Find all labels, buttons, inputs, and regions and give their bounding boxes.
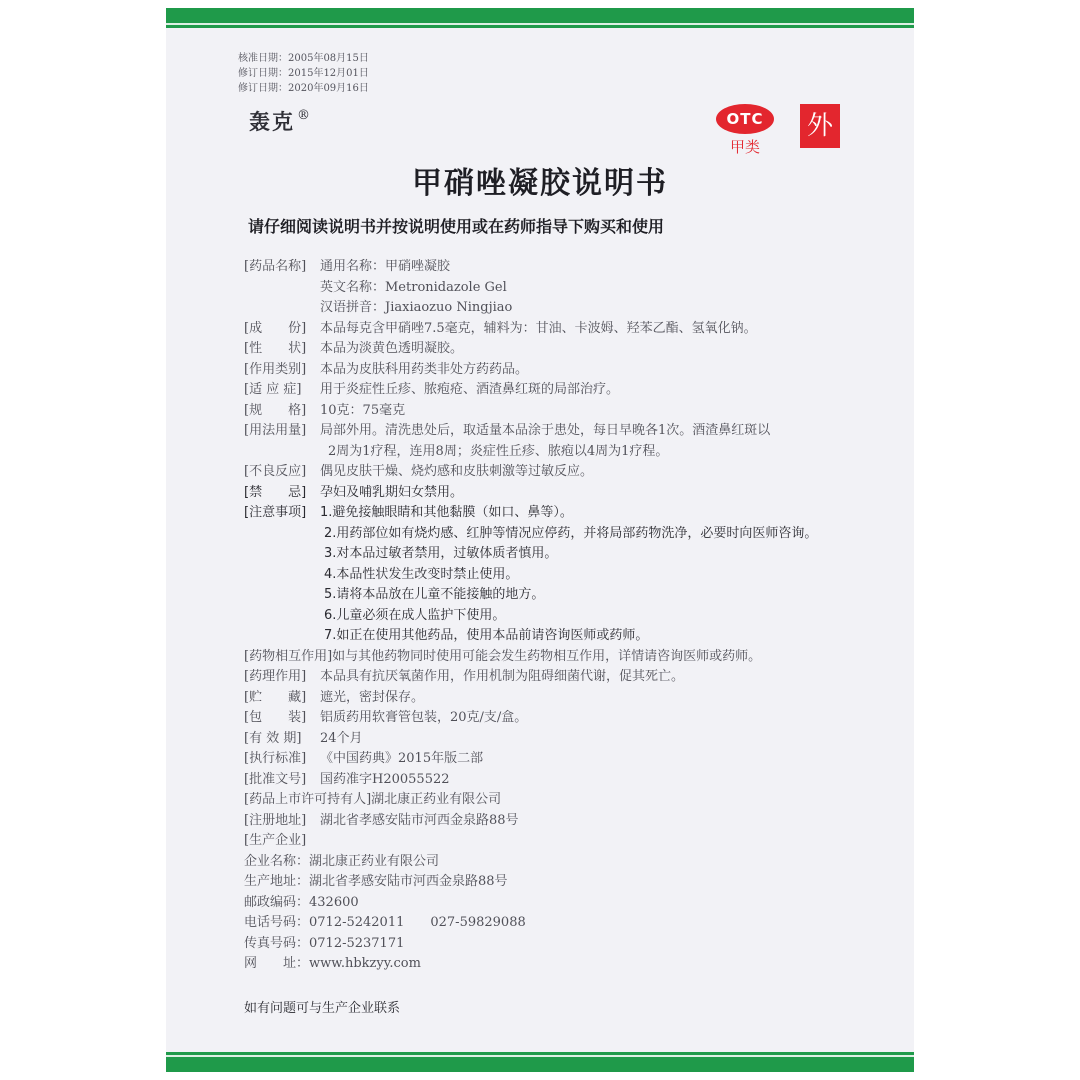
otc-oval-icon: OTC — [716, 104, 774, 134]
section-appearance — [244, 339, 884, 360]
section-label: [贮 藏] — [244, 689, 307, 705]
section-value: 如与其他药物同时使用可能会发生药物相互作用，详情请咨询医师或药师。 — [332, 648, 762, 664]
section-contraindications — [244, 483, 884, 504]
section-package — [244, 708, 884, 729]
section-label: [注意事项] — [244, 505, 307, 520]
section-value: 湖北康正药业有限公司 — [371, 792, 502, 807]
top-green-band — [166, 8, 914, 28]
section-label: [有 效 期] — [244, 730, 302, 746]
section-value: 局部外用。清洗患处后，取适量本品涂于患处，每日早晚各1次。酒渣鼻红斑以 — [320, 423, 771, 438]
section-manufacturer: [生产企业] — [244, 833, 307, 848]
section-usage — [244, 421, 884, 442]
precaution-item: 1.避免接触眼睛和其他黏膜（如口、鼻等）。 — [320, 505, 573, 520]
section-pharmacology — [244, 667, 884, 688]
phone-number: 电话号码：0712-5242011 027-59829088 — [244, 915, 526, 930]
section-value: 用于炎症性丘疹、脓疱疮、酒渣鼻红斑的局部治疗。 — [320, 382, 620, 397]
section-value: 本品为皮肤科用药类非处方药药品。 — [320, 361, 529, 377]
section-precautions — [244, 503, 884, 524]
pinyin-name: 汉语拼音：Jiaxiaozuo Ningjiao — [320, 300, 513, 315]
precaution-item: 4.本品性状发生改变时禁止使用。 — [324, 566, 519, 582]
precaution-item: 7.如正在使用其他药品，使用本品前请咨询医师或药师。 — [324, 628, 649, 643]
revision-dates — [238, 51, 369, 96]
section-label: [药物相互作用] — [244, 648, 333, 664]
section-license-holder — [244, 790, 884, 811]
section-value: 湖北省孝感安陆市河西金泉路88号 — [320, 812, 519, 828]
section-drug-interactions — [244, 647, 884, 668]
section-specification — [244, 401, 884, 422]
section-value: 《中国药典》2015年版二部 — [320, 751, 484, 766]
external-use-badge: 外 — [800, 104, 840, 148]
section-label: [用法用量] — [244, 423, 307, 438]
section-label: [药品名称] — [244, 259, 307, 274]
section-value: 孕妇及哺乳期妇女禁用。 — [320, 484, 464, 500]
section-label: [作用类别] — [244, 361, 307, 377]
otc-badge — [714, 104, 776, 157]
document-subtitle: 请仔细阅读说明书并按说明使用或在药师指导下购买和使用 — [248, 217, 665, 236]
precaution-item: 3.对本品过敏者禁用，过敏体质者慎用。 — [324, 546, 558, 561]
production-address: 生产地址：湖北省孝感安陆市河西金泉路88号 — [244, 874, 508, 889]
section-label: [成 份] — [244, 320, 307, 336]
section-ingredients — [244, 319, 884, 340]
revision-date-2: 修订日期：2020年09月16日 — [238, 83, 369, 94]
section-label: [规 格] — [244, 402, 307, 418]
section-validity — [244, 729, 884, 750]
brand-logo — [249, 106, 312, 136]
contact-note: 如有问题可与生产企业联系 — [244, 1001, 401, 1016]
section-label: [批准文号] — [244, 771, 307, 787]
bottom-green-band — [166, 1052, 914, 1072]
section-category — [244, 360, 884, 381]
registered-mark: ® — [297, 108, 312, 123]
section-value: 偶见皮肤干燥、烧灼感和皮肤刺激等过敏反应。 — [320, 464, 594, 479]
document-title: 甲硝唑凝胶说明书 — [412, 166, 668, 201]
section-value: 10克：75毫克 — [320, 402, 406, 418]
section-registered-address — [244, 811, 884, 832]
postal-code: 邮政编码：432600 — [244, 894, 359, 910]
company-name: 企业名称：湖北康正药业有限公司 — [244, 853, 440, 869]
section-value: 本品每克含甲硝唑7.5毫克，辅料为：甘油、卡波姆、羟苯乙酯、氢氧化钠。 — [320, 320, 757, 336]
section-label: [性 状] — [244, 341, 307, 356]
precaution-item: 5.请将本品放在儿童不能接触的地方。 — [324, 587, 545, 602]
precaution-item: 6.儿童必须在成人监护下使用。 — [324, 607, 506, 623]
section-value: 通用名称：甲硝唑凝胶 — [320, 259, 451, 274]
section-drug-name — [244, 257, 884, 278]
website: 网 址：www.hbkzyy.com — [244, 956, 421, 971]
approval-date: 核准日期：2005年08月15日 — [238, 53, 369, 64]
section-approval-number — [244, 770, 884, 791]
otc-class-label: 甲类 — [729, 138, 760, 156]
revision-date-1: 修订日期：2015年12月01日 — [238, 68, 369, 79]
section-value: 国药准字H20055522 — [320, 771, 450, 787]
section-label: [禁 忌] — [244, 484, 307, 500]
section-value: 铝质药用软膏管包装，20克/支/盒。 — [320, 710, 528, 725]
section-standard — [244, 749, 884, 770]
section-label: [药理作用] — [244, 669, 307, 684]
english-name: 英文名称：Metronidazole Gel — [320, 279, 507, 295]
precaution-item: 2.用药部位如有烧灼感、红肿等情况应停药，并将局部药物洗净，必要时向医师咨询。 — [324, 525, 818, 541]
section-label: [注册地址] — [244, 812, 307, 828]
leaflet-body — [244, 257, 884, 975]
section-label: [包 装] — [244, 710, 307, 725]
section-value: 24个月 — [320, 730, 363, 746]
section-value: 本品为淡黄色透明凝胶。 — [320, 341, 464, 356]
brand-name: 轰克 — [249, 109, 295, 134]
fax-number: 传真号码：0712-5237171 — [244, 935, 405, 951]
section-adverse-reactions — [244, 462, 884, 483]
section-value: 本品具有抗厌氧菌作用，作用机制为阻碍细菌代谢，促其死亡。 — [320, 669, 685, 684]
section-label: [药品上市许可持有人] — [244, 792, 372, 807]
section-indications — [244, 380, 884, 401]
section-storage — [244, 688, 884, 709]
usage-continued: 2周为1疗程，连用8周；炎症性丘疹、脓疱以4周为1疗程。 — [328, 443, 669, 459]
section-label: [不良反应] — [244, 464, 307, 479]
section-label: [执行标准] — [244, 751, 307, 766]
section-value: 遮光，密封保存。 — [320, 689, 425, 705]
section-label: [适 应 症] — [244, 382, 302, 397]
